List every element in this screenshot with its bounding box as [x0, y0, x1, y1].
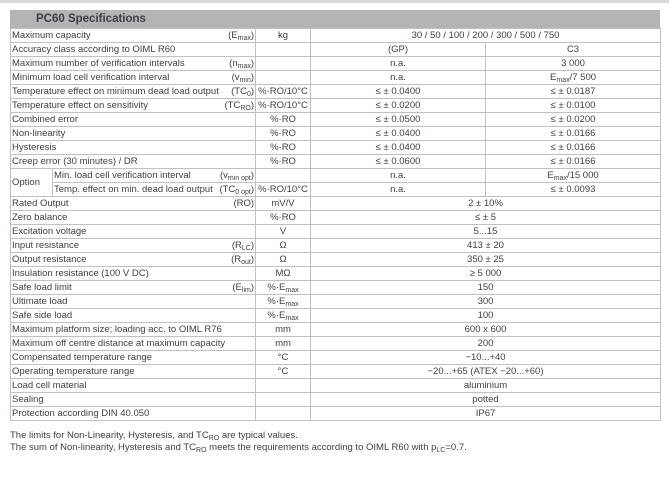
spec-value-c3-cell: $E_{max}/7$ 500 [486, 71, 661, 85]
spec-label: Combined error [12, 114, 78, 125]
table-row [11, 351, 661, 365]
table-row [11, 295, 661, 309]
table-row [11, 393, 661, 407]
spec-value-gp-cell: n.a. [311, 57, 486, 71]
spec-value-gp-cell: ≤ ± 0.0200 [311, 99, 486, 113]
spec-symbol: $(R_{out})$ [231, 254, 255, 266]
spec-unit-cell: °C [256, 351, 311, 365]
spec-unit-cell [256, 379, 311, 393]
spec-value-cell: ≥ 5 000 [311, 267, 661, 281]
table-row [11, 183, 661, 197]
spec-label: Maximum off centre distance at maximum capacity [12, 338, 226, 349]
table-row [11, 29, 661, 43]
page-title: PC60 Specifications [36, 13, 146, 25]
spec-value-cell: 600 x 600 [311, 323, 661, 337]
spec-value-cell: 200 [311, 337, 661, 351]
section-header [10, 10, 660, 28]
spec-unit-cell: %·RO [256, 141, 311, 155]
spec-unit-cell [256, 43, 311, 57]
table-row [11, 323, 661, 337]
table-row [11, 169, 661, 183]
spec-unit-cell [256, 71, 311, 85]
spec-value-gp-cell: ≤ ± 0.0400 [311, 141, 486, 155]
spec-label: Output resistance [12, 254, 87, 265]
spec-unit-cell [256, 393, 311, 407]
spec-symbol: $(TC_0)$ [231, 86, 255, 98]
spec-value-cell: 350 ± 25 [311, 253, 661, 267]
spec-label: Protection according DIN 40.050 [12, 408, 150, 419]
spec-name-cell [11, 309, 256, 323]
spec-symbol: $(n_{max})$ [229, 58, 255, 70]
spec-name-cell [11, 211, 256, 225]
spec-value-cell: IP67 [311, 407, 661, 421]
spec-unit-cell [256, 407, 311, 421]
spec-name-cell [11, 99, 256, 113]
table-row [11, 113, 661, 127]
table-row [11, 43, 661, 57]
spec-unit-cell: $\%\cdot E_{max}$ [256, 309, 311, 323]
spec-name-cell [11, 197, 256, 211]
spec-label: Safe side load [12, 310, 73, 321]
spec-unit-cell: Ω [256, 253, 311, 267]
spec-name-cell [11, 57, 256, 71]
spec-label: Maximum platform size; loading acc. to OIML R76 [12, 324, 222, 335]
spec-unit-cell: °C [256, 365, 311, 379]
spec-unit-cell: %·RO [256, 211, 311, 225]
spec-value-c3-cell: ≤ ± 0.0166 [486, 155, 661, 169]
spec-name-cell [11, 113, 256, 127]
spec-name-cell [11, 141, 256, 155]
spec-name-cell [11, 337, 256, 351]
spec-label: Rated Output [12, 198, 69, 209]
footnotes [10, 430, 660, 454]
spec-value-c3-cell: ≤ ± 0.0166 [486, 141, 661, 155]
spec-name-cell [11, 379, 256, 393]
spec-name-cell [11, 29, 256, 43]
spec-unit-cell: $\%\cdot E_{max}$ [256, 295, 311, 309]
spec-name-cell [11, 155, 256, 169]
spec-value-c3-cell: C3 [486, 43, 661, 57]
spec-value-c3-cell: ≤ ± 0.0200 [486, 113, 661, 127]
page-top-rule [0, 0, 669, 3]
spec-value-cell: 300 [311, 295, 661, 309]
spec-label: Min. load cell verification interval [54, 170, 191, 181]
table-row [11, 309, 661, 323]
table-row [11, 99, 661, 113]
spec-unit-cell: MΩ [256, 267, 311, 281]
spec-unit-cell: mm [256, 323, 311, 337]
spec-name-cell [53, 169, 256, 183]
spec-name-cell [11, 365, 256, 379]
table-row [11, 239, 661, 253]
spec-value-gp-cell: (GP) [311, 43, 486, 57]
spec-label: Maximum number of verification intervals [12, 58, 185, 69]
spec-value-gp-cell: ≤ ± 0.0400 [311, 127, 486, 141]
spec-value-c3-cell: ≤ ± 0.0093 [486, 183, 661, 197]
spec-value-c3-cell: ≤ ± 0.0187 [486, 85, 661, 99]
spec-name-cell [11, 127, 256, 141]
table-row [11, 365, 661, 379]
spec-label: Hysteresis [12, 142, 57, 153]
spec-value-cell: 2 ± 10% [311, 197, 661, 211]
spec-unit-cell: %·RO/10°C [256, 99, 311, 113]
spec-unit-cell: %·RO/10°C [256, 85, 311, 99]
spec-unit-cell: %·RO [256, 127, 311, 141]
spec-table [10, 28, 661, 421]
spec-label: Creep error (30 minutes) / DR [12, 156, 138, 167]
spec-value-cell: potted [311, 393, 661, 407]
table-row [11, 379, 661, 393]
spec-value-cell: 150 [311, 281, 661, 295]
spec-unit-cell: mm [256, 337, 311, 351]
table-row [11, 71, 661, 85]
table-row [11, 211, 661, 225]
table-row [11, 267, 661, 281]
spec-label: Sealing [12, 394, 44, 405]
spec-name-cell [11, 253, 256, 267]
spec-label: Excitation voltage [12, 226, 87, 237]
spec-value-cell: −10...+40 [311, 351, 661, 365]
table-row [11, 253, 661, 267]
spec-label: Temperature effect on minimum dead load output [12, 86, 219, 97]
spec-value-cell: aluminium [311, 379, 661, 393]
spec-unit-cell [256, 57, 311, 71]
table-row [11, 57, 661, 71]
spec-name-cell [11, 393, 256, 407]
spec-name-cell [11, 267, 256, 281]
spec-name-cell [53, 183, 256, 197]
spec-name-cell [11, 225, 256, 239]
spec-label: Operating temperature range [12, 366, 135, 377]
spec-symbol: $(E_{max})$ [228, 30, 255, 42]
table-row [11, 155, 661, 169]
spec-value-c3-cell: ≤ ± 0.0100 [486, 99, 661, 113]
footnote-line: The sum of Non-linearity, Hysteresis and $TC_{RO}$ meets the requirements according to OIML R60 with $p_{LC}=0.7$. [10, 442, 467, 454]
spec-value-cell: 5...15 [311, 225, 661, 239]
spec-unit-cell: mV/V [256, 197, 311, 211]
spec-symbol: $(TC_{0 opt})$ [219, 184, 255, 196]
table-row [11, 337, 661, 351]
spec-value-cell: −20...+65 (ATEX −20...+60) [311, 365, 661, 379]
spec-unit-cell: $\%\cdot E_{max}$ [256, 281, 311, 295]
spec-label: Safe load limit [12, 282, 72, 293]
spec-value-c3-cell: $E_{max}/15$ 000 [486, 169, 661, 183]
spec-value-c3-cell: 3 000 [486, 57, 661, 71]
spec-symbol: $(v_{min})$ [231, 72, 255, 84]
spec-unit-cell: %·RO/10°C [256, 183, 311, 197]
spec-name-cell [11, 239, 256, 253]
spec-value-cell: ≤ ± 5 [311, 211, 661, 225]
spec-label: Zero balance [12, 212, 68, 223]
spec-symbol: $(TC_{RO})$ [224, 100, 255, 112]
spec-name-cell [11, 85, 256, 99]
spec-name-cell [11, 323, 256, 337]
spec-label: Compensated temperature range [12, 352, 152, 363]
spec-value-gp-cell: ≤ ± 0.0500 [311, 113, 486, 127]
spec-unit-cell: Ω [256, 239, 311, 253]
spec-name-cell [11, 295, 256, 309]
spec-label: Temp. effect on min. dead load output [54, 184, 213, 195]
spec-label: Minimum load cell verification interval [12, 72, 170, 83]
spec-label: Load cell material [12, 380, 87, 391]
spec-unit-cell: %·RO [256, 155, 311, 169]
spec-unit-cell: V [256, 225, 311, 239]
spec-value-gp-cell: ≤ ± 0.0400 [311, 85, 486, 99]
spec-label: Non-linearity [12, 128, 66, 139]
spec-table-body [11, 29, 661, 421]
spec-unit-cell [256, 169, 311, 183]
spec-symbol: $(E_{lim})$ [232, 282, 255, 294]
option-group-label: Option [11, 169, 53, 197]
table-row [11, 197, 661, 211]
spec-value-gp-cell: ≤ ± 0.0600 [311, 155, 486, 169]
spec-value-cell: 413 ± 20 [311, 239, 661, 253]
spec-symbol: $(R_{LC})$ [231, 240, 255, 252]
table-row [11, 225, 661, 239]
spec-symbol: (RO) [233, 198, 255, 209]
spec-name-cell [11, 281, 256, 295]
spec-unit-cell: kg [256, 29, 311, 43]
spec-name-cell [11, 43, 256, 57]
spec-label: Accuracy class according to OIML R60 [12, 44, 176, 55]
table-row [11, 141, 661, 155]
spec-value-gp-cell: n.a. [311, 71, 486, 85]
table-row [11, 127, 661, 141]
table-row [11, 407, 661, 421]
footnote-line: The limits for Non-Linearity, Hysteresis, and $TC_{RO}$ are typical values. [10, 430, 298, 442]
spec-value-c3-cell: ≤ ± 0.0166 [486, 127, 661, 141]
spec-label: Ultimate load [12, 296, 68, 307]
spec-symbol: $(v_{min opt})$ [219, 170, 255, 182]
spec-value-cell: 30 / 50 / 100 / 200 / 300 / 500 / 750 [311, 29, 661, 43]
spec-label: Insulation resistance (100 V DC) [12, 268, 149, 279]
spec-value-gp-cell: n.a. [311, 183, 486, 197]
spec-unit-cell: %·RO [256, 113, 311, 127]
spec-name-cell [11, 407, 256, 421]
spec-value-cell: 100 [311, 309, 661, 323]
spec-label: Maximum capacity [12, 30, 91, 41]
datasheet [10, 10, 660, 454]
table-row [11, 85, 661, 99]
spec-name-cell [11, 351, 256, 365]
spec-label: Input resistance [12, 240, 80, 251]
spec-label: Temperature effect on sensitivity [12, 100, 149, 111]
spec-name-cell [11, 71, 256, 85]
table-row [11, 281, 661, 295]
spec-value-gp-cell: n.a. [311, 169, 486, 183]
